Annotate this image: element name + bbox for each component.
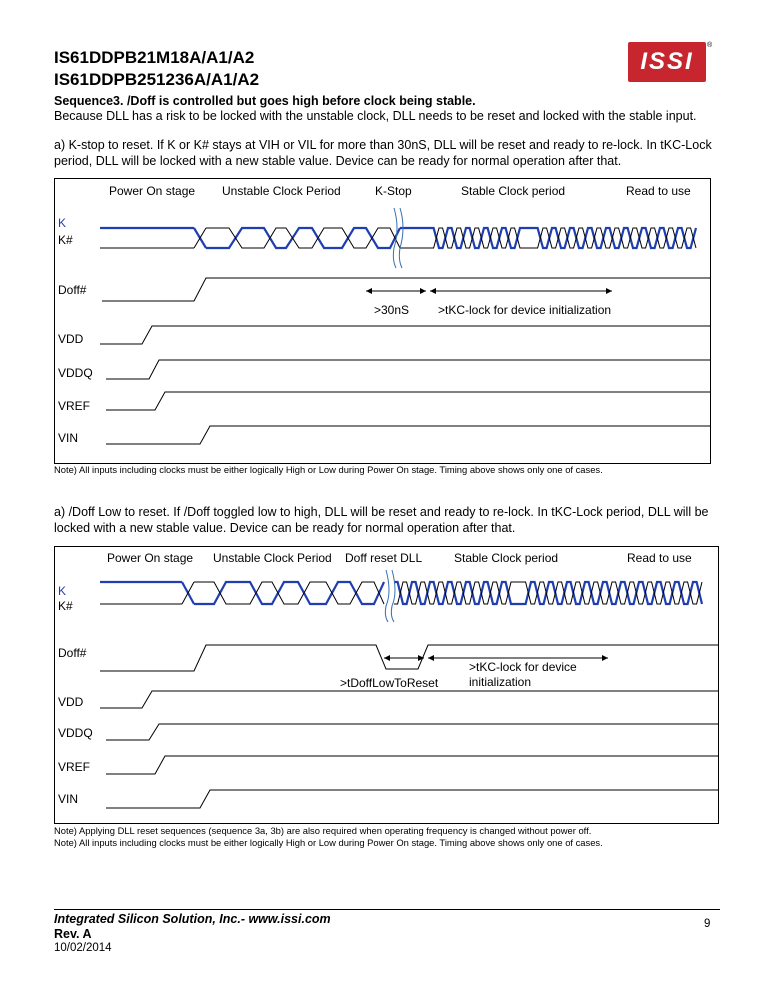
doc-title-line1: IS61DDPB21M18A/A1/A2 (54, 48, 255, 67)
signal-kbar-label: K# (58, 233, 73, 247)
diagram-b-caption: a) /Doff Low to reset. If /Doff toggled low to high, DLL will be reset and ready to re-lock. In tKC-Lock period, DLL will be locked with a new stable value. Device can be ready for normal operation after that. (54, 505, 709, 535)
issi-logo: ISSI (628, 42, 706, 82)
doc-title-line2: IS61DDPB251236A/A1/A2 (54, 70, 260, 89)
footer-company: Integrated Silicon Solution, Inc.- www.issi.com (54, 912, 331, 926)
phase-unstable-clock-b: Unstable Clock Period (213, 551, 332, 565)
signal-vref-label: VREF (58, 399, 91, 413)
diagram-b-note-2: Note) All inputs including clocks must be either logically High or Low during Power On stage. Timing above shows only one of cases. (54, 837, 603, 848)
timing-tkc-lock-b2: initialization (469, 675, 532, 689)
footer-rule (54, 909, 720, 910)
signal-doff-label: Doff# (58, 283, 87, 297)
signal-kbar-label-b: K# (58, 599, 73, 613)
phase-k-stop: K-Stop (375, 184, 412, 198)
signal-vddq-label: VDDQ (58, 366, 93, 380)
signal-vin-label: VIN (58, 431, 79, 445)
signal-k-label-b: K (58, 584, 67, 598)
timing-diagram-a (54, 178, 720, 464)
timing-30ns: >30nS (374, 303, 410, 317)
signal-vref-label-b: VREF (58, 760, 91, 774)
footer-rev: Rev. A (54, 927, 92, 941)
diagram-a-note: Note) All inputs including clocks must be either logically High or Low during Power On stage. Timing above shows only one of cases. (54, 464, 603, 475)
timing-tdofflowtoreset: >tDoffLowToReset (340, 676, 439, 690)
footer-date: 10/02/2014 (54, 942, 112, 954)
section-intro: Because DLL has a risk to be locked with the unstable clock, DLL needs to be reset and locked with the stable input. (54, 109, 697, 123)
diagram-a-caption: a) K-stop to reset. If K or K# stays at VIH or VIL for more than 30nS, DLL will be reset and ready to re-lock. In tKC-Lock period, DLL will be locked with a new stable value. Device can be ready for normal operation after that. (54, 138, 712, 168)
section-heading: Sequence3. /Doff is controlled but goes high before clock being stable. (54, 94, 476, 108)
phase-unstable-clock: Unstable Clock Period (222, 184, 341, 198)
phase-read-to-use: Read to use (626, 184, 691, 198)
signal-vddq-label-b: VDDQ (58, 726, 93, 740)
phase-read-to-use-b: Read to use (627, 551, 692, 565)
phase-doff-reset-b: Doff reset DLL (345, 551, 423, 565)
timing-tkc-lock: >tKC-lock for device initialization (438, 303, 612, 317)
diagram-b-note-1: Note) Applying DLL reset sequences (sequence 3a, 3b) are also required when operating frequency is changed without power off. (54, 825, 592, 836)
page-number: 9 (704, 918, 711, 930)
signal-doff-label-b: Doff# (58, 646, 87, 660)
phase-stable-clock-b: Stable Clock period (454, 551, 559, 565)
signal-vdd-label-b: VDD (58, 695, 84, 709)
signal-vin-label-b: VIN (58, 792, 79, 806)
timing-tkc-lock-b1: >tKC-lock for device (469, 660, 577, 674)
registered-mark: ® (707, 42, 713, 49)
signal-vdd-label: VDD (58, 332, 84, 346)
phase-stable-clock: Stable Clock period (461, 184, 566, 198)
signal-k-label: K (58, 216, 67, 230)
phase-power-on: Power On stage (109, 184, 196, 198)
phase-power-on-b: Power On stage (107, 551, 194, 565)
